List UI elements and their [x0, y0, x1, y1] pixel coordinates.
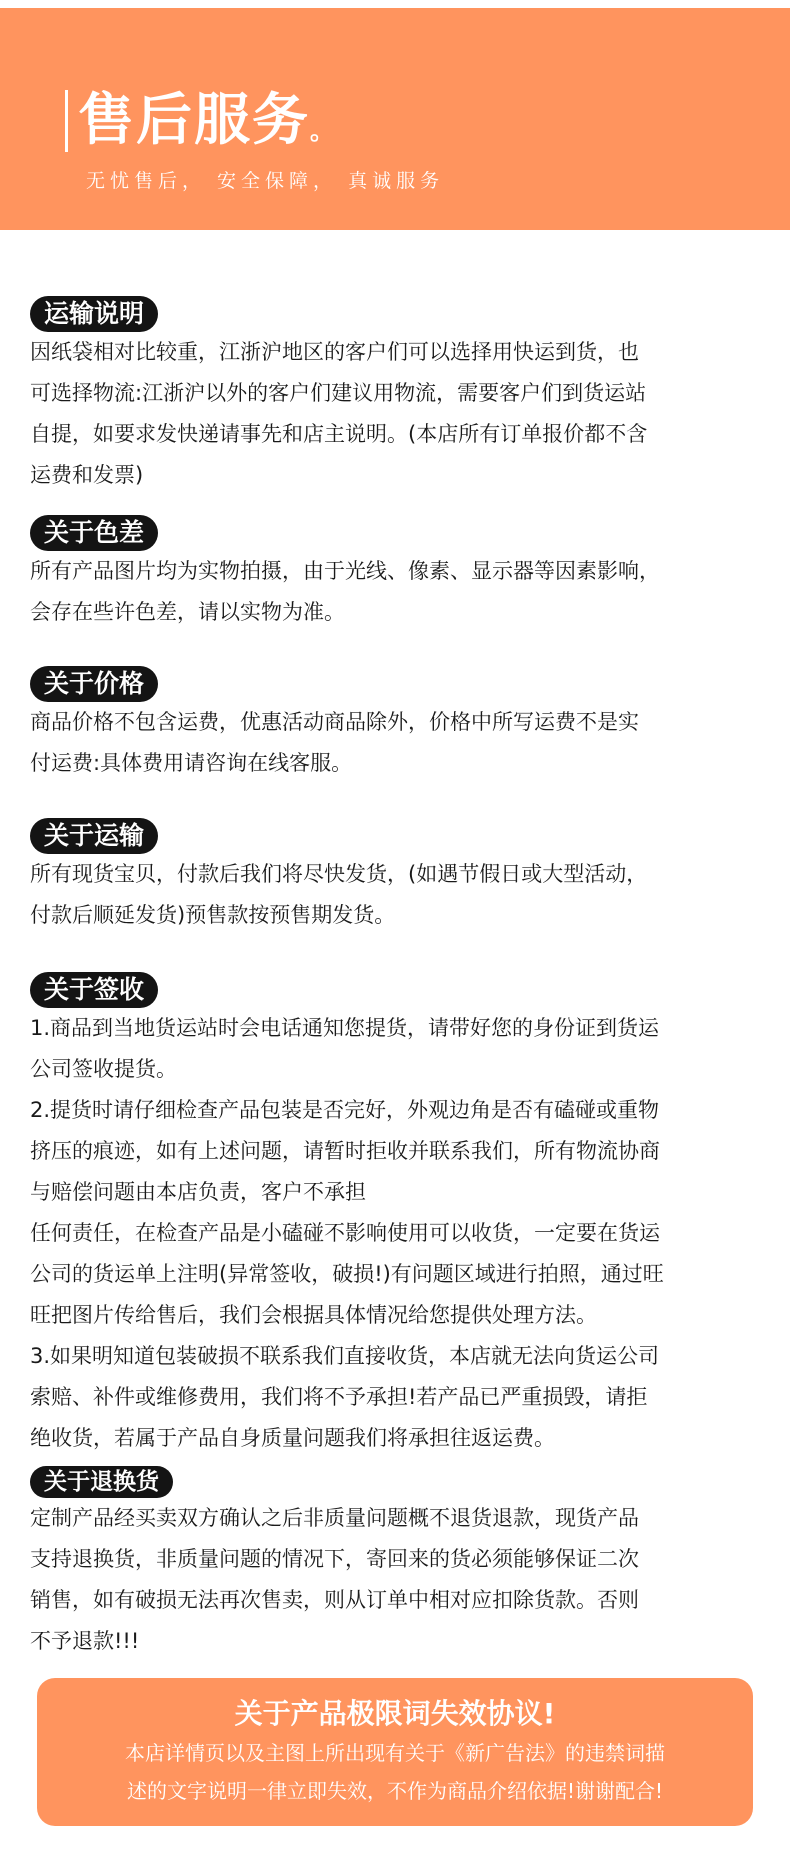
section-body: [30, 1008, 770, 1459]
section-returns: [30, 1466, 770, 1662]
notice-line: 本店详情页以及主图上所出现有关于《新广告法》的违禁词描: [125, 1741, 665, 1765]
text-line: 2.提货时请仔细检查产品包装是否完好，外观边角是否有磕碰或重物: [30, 1098, 660, 1122]
section-body: [30, 551, 770, 633]
text-line: 公司的货运单上注明(异常签收，破损!)有问题区域进行拍照，通过旺: [30, 1262, 664, 1286]
text-line: 与赔偿问题由本店负责，客户不承担: [30, 1180, 366, 1204]
title-accent-bar: [65, 90, 68, 152]
notice-line: 述的文字说明一律立即失效，不作为商品介绍依据!谢谢配合!: [126, 1779, 664, 1803]
section-body: [30, 332, 770, 496]
text-line: 挤压的痕迹，如有上述问题，请暂时拒收并联系我们，所有物流协商: [30, 1139, 660, 1163]
text-line: 公司签收提货。: [30, 1057, 177, 1081]
section-color-difference: [30, 515, 770, 633]
text-line: 商品价格不包含运费，优惠活动商品除外，价格中所写运费不是实: [30, 710, 639, 734]
text-line: 因纸袋相对比较重，江浙沪地区的客户们可以选择用快运到货，也: [30, 340, 639, 364]
section-tag: 关于色差: [30, 515, 158, 551]
section-tag: 关于运输: [30, 818, 158, 854]
section-transport: [30, 818, 770, 936]
section-price: [30, 666, 770, 784]
section-tag: 运输说明: [30, 296, 158, 332]
notice-box: [37, 1678, 753, 1826]
header-banner: [0, 8, 790, 230]
text-line: 销售，如有破损无法再次售卖，则从订单中相对应扣除货款。否则: [30, 1588, 639, 1612]
page-title: 售后服务。: [78, 88, 336, 153]
section-body: [30, 702, 770, 784]
text-line: 付运费:具体费用请咨询在线客服。: [30, 751, 353, 775]
text-line: 所有产品图片均为实物拍摄，由于光线、像素、显示器等因素影响，: [30, 559, 660, 583]
title-dot: 。: [310, 117, 336, 145]
text-line: 索赔、补件或维修费用，我们将不予承担!若产品已严重损毁，请拒: [30, 1385, 648, 1409]
text-line: 运费和发票): [30, 463, 144, 487]
section-shipping-info: [30, 296, 770, 496]
page-subtitle: 无忧售后， 安全保障， 真诚服务: [86, 170, 445, 192]
section-body: [30, 854, 770, 936]
text-line: 任何责任，在检查产品是小磕碰不影响使用可以收货，一定要在货运: [30, 1221, 660, 1245]
section-tag: 关于退换货: [30, 1466, 173, 1498]
section-body: [30, 1498, 770, 1662]
text-line: 定制产品经买卖双方确认之后非质量问题概不退货退款，现货产品: [30, 1506, 639, 1530]
text-line: 会存在些许色差，请以实物为准。: [30, 600, 345, 624]
notice-title: 关于产品极限词失效协议!: [234, 1697, 556, 1730]
section-tag: 关于价格: [30, 666, 158, 702]
text-line: 付款后顺延发货)预售款按预售期发货。: [30, 903, 396, 927]
text-line: 1.商品到当地货运站时会电话通知您提货，请带好您的身份证到货运: [30, 1016, 660, 1040]
section-receipt: [30, 972, 770, 1459]
text-line: 不予退款!!!: [30, 1629, 140, 1653]
section-tag: 关于签收: [30, 972, 158, 1008]
text-line: 支持退换货，非质量问题的情况下，寄回来的货必须能够保证二次: [30, 1547, 639, 1571]
text-line: 旺把图片传给售后，我们会根据具体情况给您提供处理方法。: [30, 1303, 597, 1327]
text-line: 绝收货，若属于产品自身质量问题我们将承担往返运费。: [30, 1426, 555, 1450]
text-line: 3.如果明知道包装破损不联系我们直接收货，本店就无法向货运公司: [30, 1344, 660, 1368]
text-line: 可选择物流:江浙沪以外的客户们建议用物流，需要客户们到货运站: [30, 381, 647, 405]
text-line: 自提，如要求发快递请事先和店主说明。(本店所有订单报价都不含: [30, 422, 648, 446]
text-line: 所有现货宝贝，付款后我们将尽快发货，(如遇节假日或大型活动，: [30, 862, 648, 886]
